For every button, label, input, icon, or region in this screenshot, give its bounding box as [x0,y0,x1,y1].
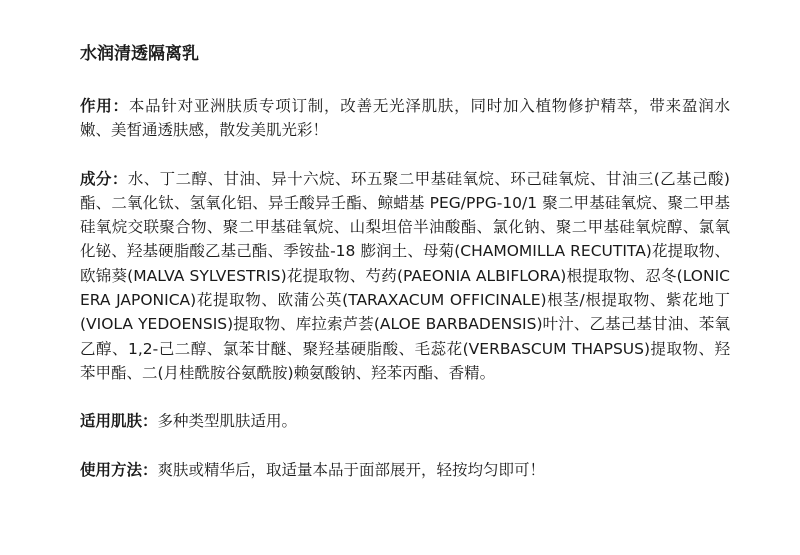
function-label: 作用： [80,97,129,115]
ingredients-section [80,167,730,386]
usage-text: 爽肤或精华后，取适量本品于面部展开，轻按均匀即可！ [157,460,546,479]
skin-type-text: 多种类型肌肤适用。 [157,412,298,431]
function-text: 本品针对亚洲肤质专项订制，改善无光泽肌肤，同时加入植物修护精萃，带来盈润水嫩、美皙通透肤感，散发美肌光彩！ [80,97,730,140]
ingredients-text: 水、丁二醇、甘油、异十六烷、环五聚二甲基硅氧烷、环己硅氧烷、甘油三(乙基己酸)酯、二氧化钛、氢氧化铝、异壬酸异壬酯、鲸蜡基 PEG/PPG-10/1 聚二甲基硅氧烷、聚二甲基硅氧烷交联聚合物、聚二甲基硅氧烷、山梨坦倍半油酸酯、氯化钠、聚二甲基硅氧烷醇、氯氧化铋、羟基硬脂酸乙基己酯、季铵盐-18 膨润土、母菊(CHAMOMILLA RECUTITA)花提取物、欧锦葵(MALVA SYLVESTRIS)花提取物、芍药(PAEONIA ALBIFLORA)根提取物、忍冬(LONICERA JAPONICA)花提取物、欧蒲公英(TARAXACUM OFFICINALE)根茎/根提取物、紫花地丁(VIOLA YEDOENSIS)提取物、库拉索芦荟(ALOE BARBADENSIS)叶汁、乙基己基甘油、苯氧乙醇、1,2-己二醇、氯苯甘醚、聚羟基硬脂酸、毛蕊花(VERBASCUM THAPSUS)提取物、羟苯甲酯、二(月桂酰胺谷氨酰胺)赖氨酸钠、羟苯丙酯、香精。 [80,169,730,382]
product-title: 水润清透隔离乳 [80,44,199,64]
usage-label: 使用方法： [80,460,158,479]
skin-type-label: 适用肌肤： [80,412,158,431]
skin-type-section [80,409,730,433]
ingredients-label: 成分： [80,169,128,188]
usage-section [80,458,730,482]
function-section [80,94,730,143]
